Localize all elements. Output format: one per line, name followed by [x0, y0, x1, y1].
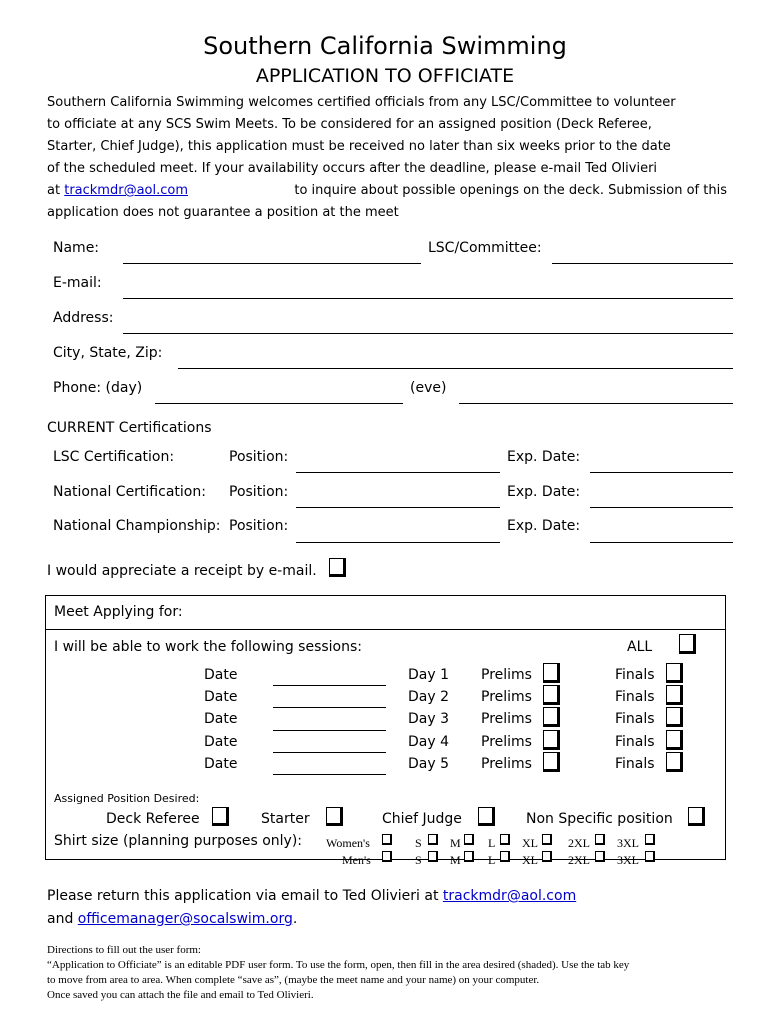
size-label: 3XL: [617, 836, 639, 850]
name-field[interactable]: [123, 263, 421, 264]
size-label: S: [415, 836, 422, 850]
cert-exp-field[interactable]: [590, 472, 733, 473]
size-label: XL: [522, 853, 538, 867]
womens-size-checkbox[interactable]: [645, 834, 655, 845]
intro-line5-text: to inquire about possible openings on the deck. Submission of this: [294, 183, 727, 198]
starter-checkbox[interactable]: [326, 807, 343, 826]
cert-exp-label: Exp. Date:: [507, 484, 581, 500]
prelims-label: Prelims: [481, 756, 532, 772]
day-label: Day 2: [408, 689, 450, 705]
mens-size-checkbox[interactable]: [645, 851, 655, 862]
cert-label: LSC Certification:: [53, 449, 175, 465]
contact-email-link[interactable]: trackmdr@aol.com: [64, 183, 188, 198]
size-label: S: [415, 853, 422, 867]
finals-checkbox[interactable]: [666, 707, 683, 727]
page-title: Southern California Swimming: [203, 32, 567, 60]
womens-size-checkbox[interactable]: [464, 834, 474, 845]
receipt-label: I would appreciate a receipt by e-mail.: [47, 563, 317, 579]
size-label: M: [450, 853, 461, 867]
cert-label: National Certification:: [53, 484, 206, 500]
cert-exp-label: Exp. Date:: [507, 449, 581, 465]
mens-label: Men's: [342, 853, 371, 867]
date-label: Date: [204, 689, 238, 705]
finals-label: Finals: [615, 689, 655, 705]
prelims-checkbox[interactable]: [543, 752, 560, 772]
prelims-label: Prelims: [481, 689, 532, 705]
cert-position-field[interactable]: [296, 507, 500, 508]
size-label: M: [450, 836, 461, 850]
intro-line: to officiate at any SCS Swim Meets. To be considered for an assigned position (Deck Referee,: [47, 117, 652, 132]
directions-line: to move from area to area. When complete “save as”, (maybe the meet name and your name) on your computer.: [47, 974, 540, 986]
date-field[interactable]: [273, 752, 386, 753]
phone-day-field[interactable]: [155, 403, 403, 404]
date-label: Date: [204, 711, 238, 727]
cert-position-label: Position:: [229, 449, 289, 465]
address-label: Address:: [53, 310, 114, 326]
city-label: City, State, Zip:: [53, 345, 163, 361]
name-label: Name:: [53, 240, 100, 256]
all-sessions-checkbox[interactable]: [679, 634, 696, 654]
lsc-field[interactable]: [552, 263, 733, 264]
size-label: 2XL: [568, 836, 590, 850]
cert-position-label: Position:: [229, 484, 289, 500]
meet-applying-label: Meet Applying for:: [54, 604, 183, 620]
email-label: E-mail:: [53, 275, 102, 291]
return-email-link[interactable]: trackmdr@aol.com: [442, 888, 577, 904]
womens-size-checkbox[interactable]: [500, 834, 510, 845]
cert-exp-label: Exp. Date:: [507, 518, 581, 534]
finals-label: Finals: [615, 711, 655, 727]
office-email-link[interactable]: officemanager@socalswim.org: [77, 911, 293, 927]
position-option-label: Deck Referee: [106, 811, 200, 827]
intro-line: Southern California Swimming welcomes certified officials from any LSC/Committee to volunteer: [47, 95, 676, 110]
cert-label: National Championship:: [53, 518, 221, 534]
prelims-checkbox[interactable]: [543, 730, 560, 750]
finals-checkbox[interactable]: [666, 685, 683, 705]
lsc-label: LSC/Committee:: [428, 240, 542, 256]
period: .: [292, 911, 298, 927]
date-label: Date: [204, 756, 238, 772]
prelims-label: Prelims: [481, 711, 532, 727]
size-label: 2XL: [568, 853, 590, 867]
date-field[interactable]: [273, 730, 386, 731]
mens-size-checkbox[interactable]: [595, 851, 605, 862]
and-text: and: [47, 911, 74, 927]
prelims-label: Prelims: [481, 667, 532, 683]
womens-size-checkbox[interactable]: [428, 834, 438, 845]
assigned-position-label: Assigned Position Desired:: [54, 792, 200, 805]
finals-checkbox[interactable]: [666, 752, 683, 772]
finals-label: Finals: [615, 756, 655, 772]
intro-line: of the scheduled meet. If your availability occurs after the deadline, please e-mail Ted Olivieri: [47, 161, 658, 176]
womens-size-checkbox[interactable]: [542, 834, 552, 845]
email-field[interactable]: [123, 298, 733, 299]
non-specific-checkbox[interactable]: [688, 807, 705, 826]
address-field[interactable]: [123, 333, 733, 334]
day-label: Day 4: [408, 734, 450, 750]
shirt-size-label: Shirt size (planning purposes only):: [54, 833, 303, 849]
day-label: Day 1: [408, 667, 450, 683]
directions: [47, 943, 747, 1003]
size-label: L: [488, 836, 496, 850]
intro-paragraph: [47, 92, 737, 224]
mens-size-checkbox[interactable]: [382, 851, 392, 862]
date-label: Date: [204, 734, 238, 750]
date-field[interactable]: [273, 685, 386, 686]
prelims-checkbox[interactable]: [543, 685, 560, 705]
position-option-label: Starter: [261, 811, 310, 827]
certifications-heading: CURRENT Certifications: [47, 420, 212, 436]
return-instructions: [47, 888, 576, 904]
city-field[interactable]: [178, 368, 733, 369]
sessions-label: I will be able to work the following sessions:: [54, 639, 362, 655]
mens-size-checkbox[interactable]: [500, 851, 510, 862]
finals-checkbox[interactable]: [666, 730, 683, 750]
mens-size-checkbox[interactable]: [542, 851, 552, 862]
return-instructions-2: [47, 911, 297, 927]
date-field[interactable]: [273, 774, 386, 775]
mens-size-checkbox[interactable]: [428, 851, 438, 862]
womens-label: Women's: [326, 836, 370, 850]
mens-size-checkbox[interactable]: [464, 851, 474, 862]
day-label: Day 5: [408, 756, 450, 772]
intro-at: at: [47, 183, 61, 198]
chief-judge-checkbox[interactable]: [478, 807, 495, 826]
prelims-checkbox[interactable]: [543, 663, 560, 683]
meet-divider: [45, 629, 726, 630]
intro-line: [47, 180, 727, 202]
position-option-label: Non Specific position: [526, 811, 673, 827]
cert-exp-field[interactable]: [590, 507, 733, 508]
day-label: Day 3: [408, 711, 450, 727]
all-label: ALL: [627, 639, 653, 655]
cert-position-field[interactable]: [296, 472, 500, 473]
prelims-checkbox[interactable]: [543, 707, 560, 727]
position-option-label: Chief Judge: [382, 811, 462, 827]
cert-position-field[interactable]: [296, 542, 500, 543]
size-label: XL: [522, 836, 538, 850]
directions-title: Directions to fill out the user form:: [47, 944, 201, 956]
intro-line: Starter, Chief Judge), this application must be received no later than six weeks prior to the date: [47, 139, 671, 154]
womens-size-checkbox[interactable]: [382, 834, 392, 845]
finals-checkbox[interactable]: [666, 663, 683, 683]
finals-label: Finals: [615, 734, 655, 750]
finals-label: Finals: [615, 667, 655, 683]
cert-exp-field[interactable]: [590, 542, 733, 543]
phone-day-label: Phone: (day): [53, 380, 143, 396]
date-label: Date: [204, 667, 238, 683]
phone-eve-label: (eve): [410, 380, 447, 396]
directions-line: Once saved you can attach the file and email to Ted Olivieri.: [47, 989, 314, 1001]
size-label: 3XL: [617, 853, 639, 867]
receipt-checkbox[interactable]: [329, 558, 346, 577]
prelims-label: Prelims: [481, 734, 532, 750]
deck-referee-checkbox[interactable]: [212, 807, 229, 826]
cert-position-label: Position:: [229, 518, 289, 534]
phone-eve-field[interactable]: [459, 403, 733, 404]
directions-line: “Application to Officiate” is an editable PDF user form. To use the form, open, then fill in the area desired (shaded). Use the tab key: [47, 959, 630, 971]
date-field[interactable]: [273, 707, 386, 708]
intro-line: application does not guarantee a position at the meet: [47, 205, 399, 220]
size-label: L: [488, 853, 496, 867]
page-subtitle: APPLICATION TO OFFICIATE: [255, 65, 515, 87]
womens-size-checkbox[interactable]: [595, 834, 605, 845]
return-text: Please return this application via email to Ted Olivieri at: [47, 888, 439, 904]
